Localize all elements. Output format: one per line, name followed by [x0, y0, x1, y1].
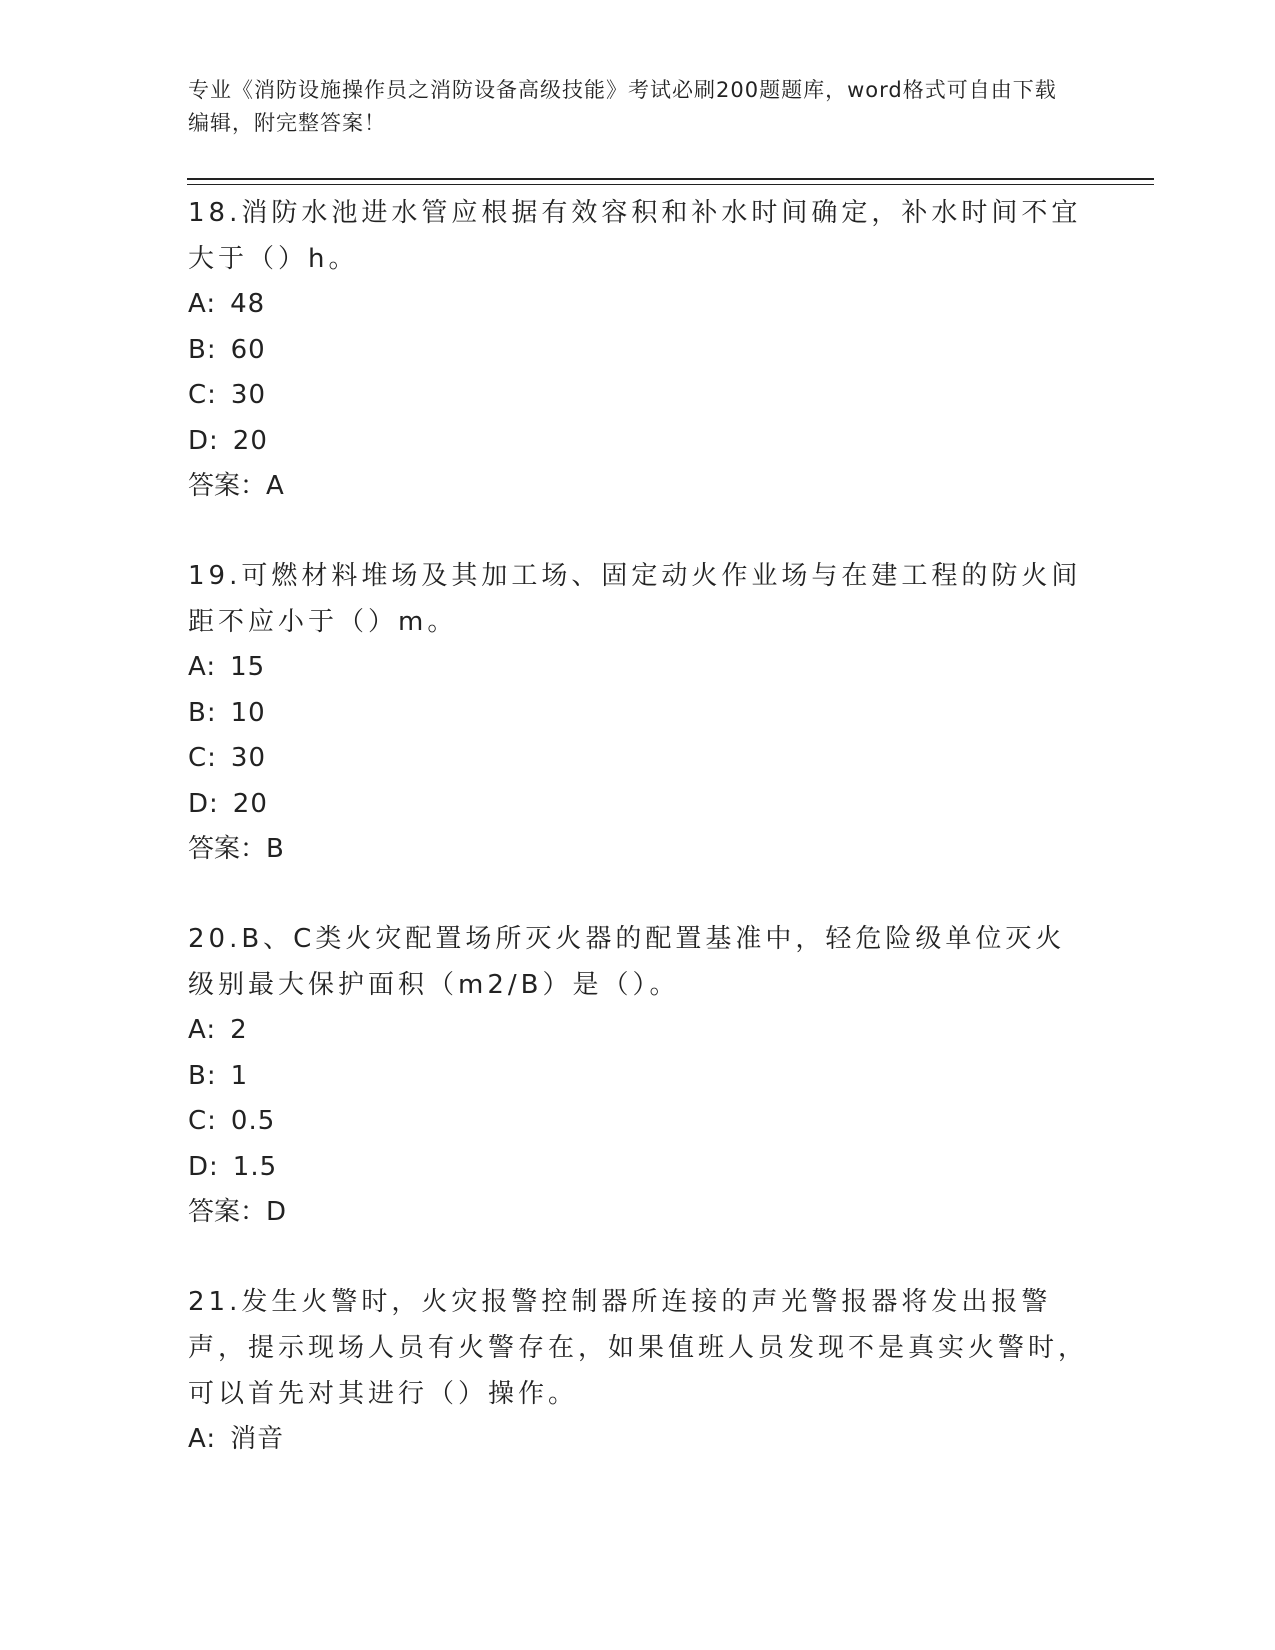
- option-label: A:: [188, 289, 217, 319]
- option-label: B:: [188, 697, 217, 728]
- option-label: D:: [188, 425, 219, 456]
- option-label: D:: [188, 788, 219, 819]
- option-b: [188, 691, 1088, 737]
- question-stem: 21.发生火警时，火灾报警控制器所连接的声光警报器将发出报警声，提示现场人员有火警存在，如果值班人员发现不是真实火警时，可以首先对其进行（）操作。: [188, 1287, 1089, 1409]
- option-c: [188, 1099, 1088, 1145]
- option-d: [188, 1145, 1088, 1191]
- option-b: [188, 328, 1088, 374]
- option-value: 1: [230, 1060, 249, 1091]
- option-a: [188, 1008, 1088, 1054]
- question-stem: 20.B、C类火灾配置场所灭火器的配置基准中，轻危险级单位灭火级别最大保护面积（m2/B）是（）。: [188, 924, 1066, 1000]
- option-c: [188, 373, 1088, 419]
- option-value: 消音: [230, 1424, 285, 1454]
- question-21: [188, 1279, 1088, 1463]
- answer: 答案：A: [188, 471, 284, 501]
- option-label: D:: [188, 1151, 219, 1182]
- document-header: 专业《消防设施操作员之消防设备高级技能》考试必刷200题题库，word格式可自由下载编辑，附完整答案！: [188, 78, 1057, 135]
- option-d: [188, 782, 1088, 828]
- option-a: [188, 282, 1088, 328]
- question-20: [188, 916, 1088, 1235]
- option-value: 30: [230, 743, 267, 773]
- option-d: [188, 419, 1088, 465]
- option-value: 60: [230, 334, 266, 365]
- option-value: 48: [230, 289, 266, 319]
- question-list: [188, 190, 1088, 1507]
- option-a: [188, 645, 1088, 691]
- answer: 答案：D: [188, 1197, 287, 1227]
- question-18: [188, 190, 1088, 509]
- option-label: C:: [188, 743, 217, 773]
- option-value: 10: [230, 697, 266, 728]
- option-value: 1.5: [232, 1151, 278, 1182]
- option-label: B:: [188, 334, 217, 365]
- question-stem: 18.消防水池进水管应根据有效容积和补水时间确定，补水时间不宜大于（）h。: [188, 198, 1082, 274]
- answer: 答案：B: [188, 834, 284, 864]
- option-label: A:: [188, 1424, 217, 1454]
- option-b: [188, 1054, 1088, 1100]
- option-label: C:: [188, 380, 217, 410]
- option-value: 20: [232, 788, 268, 819]
- option-a: [188, 1417, 1088, 1463]
- question-stem: 19.可燃材料堆场及其加工场、固定动火作业场与在建工程的防火间距不应小于（）m。: [188, 561, 1082, 637]
- option-label: A:: [188, 652, 217, 682]
- option-value: 2: [230, 1015, 248, 1045]
- option-label: B:: [188, 1060, 217, 1091]
- option-value: 30: [230, 380, 267, 410]
- question-19: [188, 553, 1088, 872]
- option-value: 15: [230, 652, 266, 682]
- option-label: C:: [188, 1106, 217, 1136]
- option-value: 20: [232, 425, 268, 456]
- header-divider-thin: [187, 184, 1154, 185]
- option-label: A:: [188, 1015, 217, 1045]
- option-c: [188, 736, 1088, 782]
- option-value: 0.5: [230, 1106, 276, 1136]
- header-divider-thick: [187, 178, 1154, 180]
